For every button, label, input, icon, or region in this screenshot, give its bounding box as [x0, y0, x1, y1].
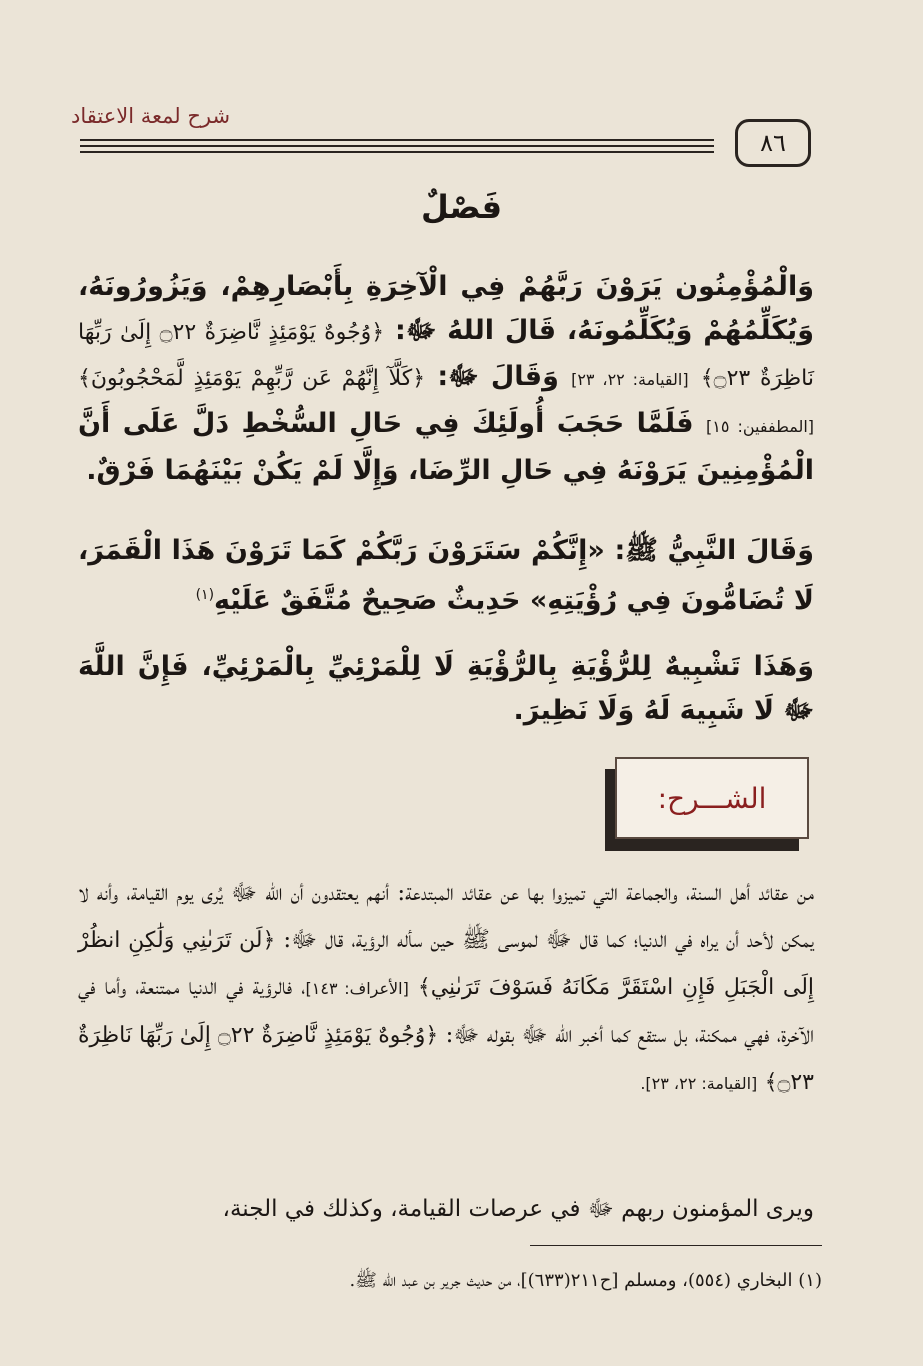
verse-citation: [المطففين: ١٥] [705, 417, 815, 436]
running-title: شرح لمعة الاعتقاد [71, 104, 231, 128]
verse-citation: [الأعراف: ١٤٣] [305, 979, 409, 998]
footnote-rule [530, 1245, 822, 1246]
matn-paragraph [78, 645, 814, 733]
footnote: (١) البخاري (٥٥٤)، ومسلم [ح٢١١(٦٣٣)]، من حديث جرير بن عبد الله ﷺ. [349, 1270, 822, 1291]
page-number: ٨٦ [735, 119, 811, 167]
quran-verse: ﴿لَن تَرَىٰنِي وَلَٰكِنِ انظُرْ إِلَى الْجَبَلِ فَإِنِ اسْتَقَرَّ مَكَانَهُ فَسَوْفَ تَرَىٰنِي﴾ [78, 928, 815, 1000]
matn-text: وَقَالَ النَّبِيُّ ﷺ: «إِنَّكُمْ سَتَرَوْنَ رَبَّكُمْ كَمَا تَرَوْنَ هَذَا الْقَمَرَ، لَا تُضَامُّونَ فِي رُؤْيَتِهِ» حَدِيثٌ صَحِيحٌ مُتَّفَقٌ عَلَيْهِ [78, 535, 814, 616]
sharh-heading: الشـــرح: [615, 757, 809, 839]
quran-verse: ﴿وُجُوهٌ يَوْمَئِذٍ نَّاضِرَةٌ ۝٢٢ إِلَىٰ رَبِّهَا نَاظِرَةٌ ۝٢٣﴾ [78, 1023, 814, 1095]
section-title: فَصْلٌ [420, 188, 503, 226]
matn-text: وَهَذَا تَشْبِيهٌ لِلرُّؤْيَةِ بِالرُّؤْيَةِ لَا لِلْمَرْئِيِّ بِالْمَرْئِيِّ، فَإِنَّ اللَّهَ ﷻ لَا شَبِيهَ لَهُ وَلَا نَظِيرَ. [78, 651, 814, 726]
matn-text: وَالْمُؤْمِنُون يَرَوْنَ رَبَّهُمْ فِي الْآخِرَةِ بِأَبْصَارِهِمْ، وَيَزُورُونَهُ، وَيُكَلِّمُهُمْ وَيُكَلِّمُونَهُ، قَالَ اللهُ ﷻ: [78, 271, 814, 346]
verse-citation: [القيامة: ٢٢، ٢٣] [571, 370, 689, 389]
commentary-text: ويرى المؤمنون ربهم ﷻ في عرصات القيامة، وكذلك في الجنة، [222, 1196, 814, 1222]
matn-text: وَقَالَ ﷻ: [437, 361, 559, 392]
commentary-text: ، فالرؤية في الدنيا ممتنعة، وأما في الآخرة، فهي ممكنة، بل ستقع كما أخبر الله ﷻ بقوله ﷻ: [78, 974, 815, 1048]
matn-text: فَلَمَّا حَجَبَ أُولَئِكَ فِي حَالِ السُّخْطِ دَلَّ عَلَى أَنَّ الْمُؤْمِنِينَ يَرَوْنَهُ فِي حَالِ الرِّضَا، وَإِلَّا لَمْ يَكُنْ بَيْنَهُمَا فَرْقٌ. [78, 408, 814, 486]
header-rule [80, 151, 714, 153]
commentary-paragraph [78, 870, 814, 1107]
matn-paragraph [78, 529, 814, 623]
quran-verse: ﴿كَلَّآ إِنَّهُمْ عَن رَّبِّهِمْ يَوْمَئِذٍ لَّمَحْجُوبُونَ﴾ [78, 366, 426, 391]
footnote-marker: (١) [195, 587, 215, 603]
header-rule [80, 145, 714, 147]
verse-citation: [القيامة: ٢٢، ٢٣]. [640, 1074, 758, 1093]
matn-paragraph [78, 265, 814, 493]
commentary-text: من عقائد أهل السنة، والجماعة التي تميزوا بها عن عقائد المبتدعة: أنهم يعتقدون أن الله ﷻ يُرى يوم القيامة، وأنه لا يمكن لأحد أن يراه في الدنيا؛ كما قال ﷻ لموسى ﷺ حين سأله الرؤية، قال ﷻ: [78, 880, 815, 953]
quran-verse: ﴿وُجُوهٌ يَوْمَئِذٍ نَّاضِرَةٌ ۝٢٢ إِلَىٰ رَبِّهَا نَاظِرَةٌ ۝٢٣﴾ [78, 320, 815, 391]
header-rule [80, 139, 714, 141]
commentary-paragraph [78, 1186, 814, 1233]
